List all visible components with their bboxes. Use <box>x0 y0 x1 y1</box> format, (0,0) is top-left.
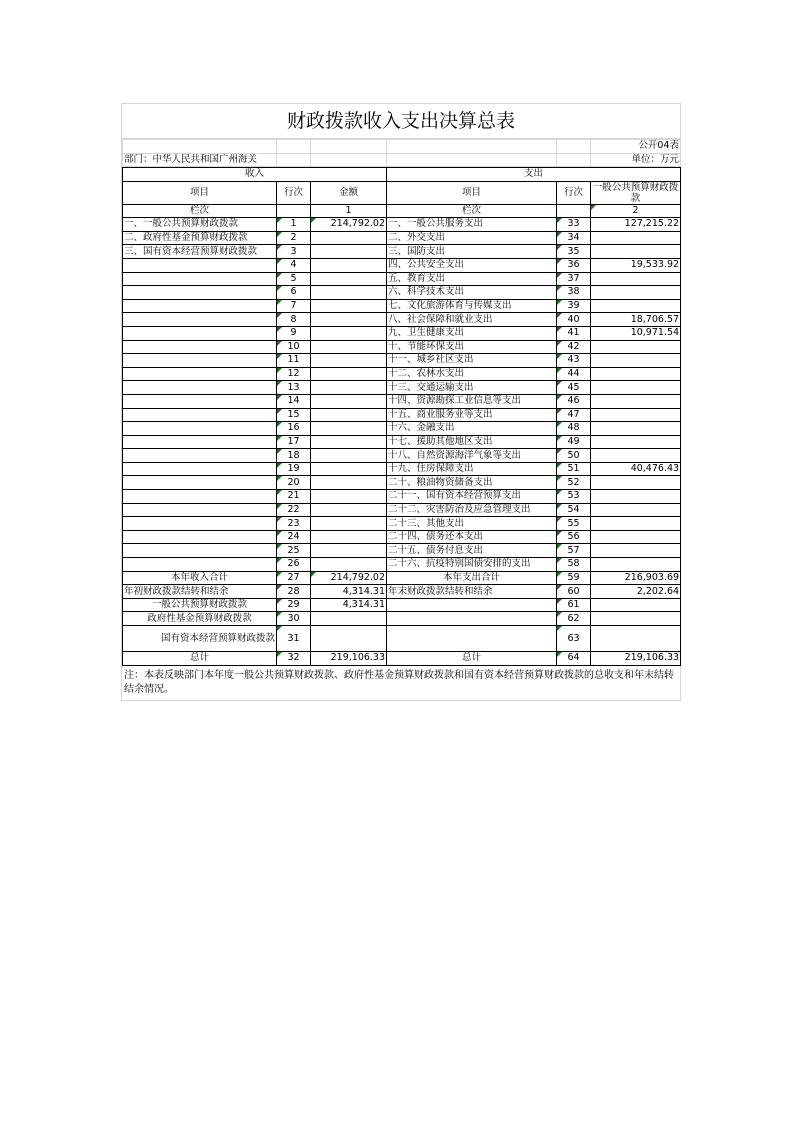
income-row-no: 7 <box>277 299 311 313</box>
income-item: 年初财政拨款结转和结余 <box>123 585 277 599</box>
table-row <box>123 598 681 612</box>
expense-row-no: 49 <box>557 435 591 449</box>
expense-item: 八、社会保障和就业支出 <box>387 313 557 327</box>
income-item <box>123 476 277 490</box>
income-item <box>123 558 277 572</box>
expense-item: 二十四、债务还本支出 <box>387 530 557 544</box>
income-row-no: 11 <box>277 354 311 368</box>
expense-amount: 18,706.57 <box>591 313 681 327</box>
table-row <box>123 558 681 572</box>
expense-row-no: 47 <box>557 408 591 422</box>
income-row-no: 22 <box>277 503 311 517</box>
table-row <box>123 476 681 490</box>
expense-amount <box>591 245 681 259</box>
income-item: 政府性基金预算财政拨款 <box>123 612 277 626</box>
income-header: 收入 <box>123 168 387 182</box>
expense-item: 七、文化旅游体育与传媒支出 <box>387 299 557 313</box>
expense-item: 十五、商业服务业等支出 <box>387 408 557 422</box>
expense-row-no: 42 <box>557 340 591 354</box>
income-row-no: 28 <box>277 585 311 599</box>
table-row <box>123 326 681 340</box>
income-row-no: 3 <box>277 245 311 259</box>
expense-item: 四、公共安全支出 <box>387 258 557 272</box>
income-amount <box>311 286 387 300</box>
expense-item <box>387 612 557 626</box>
expense-row-no: 46 <box>557 394 591 408</box>
expense-amount <box>591 381 681 395</box>
table-row <box>123 286 681 300</box>
income-amount <box>311 326 387 340</box>
expense-row-no: 38 <box>557 286 591 300</box>
table-row <box>123 530 681 544</box>
income-amount <box>311 299 387 313</box>
income-amount <box>311 422 387 436</box>
income-row-no: 15 <box>277 408 311 422</box>
expense-row-no: 36 <box>557 258 591 272</box>
table-row <box>123 626 681 652</box>
income-row-no: 18 <box>277 449 311 463</box>
expense-amount <box>591 340 681 354</box>
income-amount <box>311 435 387 449</box>
expense-row-no: 33 <box>557 218 591 232</box>
expense-amount <box>591 476 681 490</box>
income-item <box>123 299 277 313</box>
expense-item: 二十三、其他支出 <box>387 517 557 531</box>
table-row <box>123 449 681 463</box>
expense-item: 一、一般公共服务支出 <box>387 218 557 232</box>
expense-amount <box>591 517 681 531</box>
income-total-amount: 219,106.33 <box>311 652 387 666</box>
expense-row-no: 44 <box>557 367 591 381</box>
income-row-no: 13 <box>277 381 311 395</box>
col-row-no-expense: 行次 <box>557 181 591 204</box>
expense-item: 五、教育支出 <box>387 272 557 286</box>
col-row-no: 行次 <box>277 181 311 204</box>
expense-amount <box>591 367 681 381</box>
expense-amount <box>591 449 681 463</box>
table-row <box>123 435 681 449</box>
income-amount <box>311 367 387 381</box>
income-amount <box>311 476 387 490</box>
expense-row-no: 63 <box>557 626 591 652</box>
table-row <box>123 490 681 504</box>
table-row <box>123 408 681 422</box>
expense-row-no: 45 <box>557 381 591 395</box>
table-row <box>123 299 681 313</box>
income-row-no: 6 <box>277 286 311 300</box>
expense-item: 十二、农林水支出 <box>387 367 557 381</box>
expense-amount <box>591 612 681 626</box>
unit-label: 单位：万元 <box>591 153 681 167</box>
income-row-no: 26 <box>277 558 311 572</box>
expense-amount <box>591 286 681 300</box>
expense-row-no: 60 <box>557 585 591 599</box>
income-item: 本年收入合计 <box>123 571 277 585</box>
income-item <box>123 530 277 544</box>
table-row <box>123 245 681 259</box>
expense-amount: 127,215.22 <box>591 218 681 232</box>
expense-row-no: 41 <box>557 326 591 340</box>
expense-item: 十九、住房保障支出 <box>387 462 557 476</box>
expense-item: 二十、粮油物资储备支出 <box>387 476 557 490</box>
income-total-label: 总计 <box>123 652 277 666</box>
income-row-no: 12 <box>277 367 311 381</box>
footnote: 注：本表反映部门本年度一般公共预算财政拨款、政府性基金预算财政拨款和国有资本经营预算财政拨款的总收支和年末结转结余情况。 <box>122 666 680 701</box>
expense-row-no: 54 <box>557 503 591 517</box>
expense-item: 十、节能环保支出 <box>387 340 557 354</box>
table-row <box>123 544 681 558</box>
income-amount: 4,314.31 <box>311 598 387 612</box>
table-row <box>123 231 681 245</box>
income-amount <box>311 449 387 463</box>
expense-amount <box>591 490 681 504</box>
expense-total-row-no: 64 <box>557 652 591 666</box>
table-row <box>123 367 681 381</box>
expense-item: 二十六、抗疫特别国债安排的支出 <box>387 558 557 572</box>
table-row <box>123 258 681 272</box>
expense-item: 六、科学技术支出 <box>387 286 557 300</box>
income-item <box>123 272 277 286</box>
expense-amount <box>591 503 681 517</box>
report-title: 财政拨款收入支出决算总表 <box>122 104 680 139</box>
income-row-no: 2 <box>277 231 311 245</box>
expense-amount <box>591 435 681 449</box>
income-item <box>123 490 277 504</box>
income-item <box>123 313 277 327</box>
income-item: 一、一般公共预算财政拨款 <box>123 218 277 232</box>
income-item <box>123 258 277 272</box>
income-amount <box>311 340 387 354</box>
table-row <box>123 218 681 232</box>
expense-amount <box>591 558 681 572</box>
income-row-no: 14 <box>277 394 311 408</box>
income-row-no: 5 <box>277 272 311 286</box>
income-amount <box>311 558 387 572</box>
grand-total-row <box>123 652 681 666</box>
expense-item: 年末财政拨款结转和结余 <box>387 585 557 599</box>
income-amount <box>311 313 387 327</box>
expense-row-no: 57 <box>557 544 591 558</box>
income-amount <box>311 544 387 558</box>
expense-row-no: 50 <box>557 449 591 463</box>
expense-item: 十一、城乡社区支出 <box>387 354 557 368</box>
income-row-no: 21 <box>277 490 311 504</box>
expense-row-no: 53 <box>557 490 591 504</box>
income-amount <box>311 408 387 422</box>
income-item <box>123 340 277 354</box>
expense-item: 二十二、灾害防治及应急管理支出 <box>387 503 557 517</box>
expense-item: 十七、援助其他地区支出 <box>387 435 557 449</box>
col-item-expense: 项目 <box>387 181 557 204</box>
income-amount: 214,792.02 <box>311 571 387 585</box>
income-row-no: 30 <box>277 612 311 626</box>
income-amount <box>311 231 387 245</box>
income-item <box>123 394 277 408</box>
expense-item: 二十五、债务付息支出 <box>387 544 557 558</box>
expense-item: 十四、资源勘探工业信息等支出 <box>387 394 557 408</box>
table-row <box>123 517 681 531</box>
expense-amount <box>591 231 681 245</box>
income-amount <box>311 272 387 286</box>
expense-row-no: 58 <box>557 558 591 572</box>
table-row <box>123 503 681 517</box>
expense-item: 二、外交支出 <box>387 231 557 245</box>
income-row-no: 17 <box>277 435 311 449</box>
income-row-no: 1 <box>277 218 311 232</box>
expense-item: 本年支出合计 <box>387 571 557 585</box>
table-row <box>123 422 681 436</box>
expense-amount <box>591 530 681 544</box>
income-row-no: 16 <box>277 422 311 436</box>
expense-total-amount: 219,106.33 <box>591 652 681 666</box>
income-row-no: 20 <box>277 476 311 490</box>
expense-item: 二十一、国有资本经营预算支出 <box>387 490 557 504</box>
income-amount <box>311 612 387 626</box>
expense-amount <box>591 272 681 286</box>
income-row-no: 24 <box>277 530 311 544</box>
expense-header: 支出 <box>387 168 681 182</box>
income-item <box>123 462 277 476</box>
income-amount <box>311 626 387 652</box>
income-amount <box>311 517 387 531</box>
expense-item: 十六、金融支出 <box>387 422 557 436</box>
income-row-no: 10 <box>277 340 311 354</box>
expense-amount: 10,971.54 <box>591 326 681 340</box>
expense-item <box>387 598 557 612</box>
expense-amount <box>591 299 681 313</box>
income-amount <box>311 258 387 272</box>
income-total-row-no: 32 <box>277 652 311 666</box>
income-item: 一般公共预算财政拨款 <box>123 598 277 612</box>
expense-row-no: 34 <box>557 231 591 245</box>
expense-amount: 2,202.64 <box>591 585 681 599</box>
expense-item: 十八、自然资源海洋气象等支出 <box>387 449 557 463</box>
expense-amount <box>591 408 681 422</box>
expense-amount <box>591 354 681 368</box>
col-index-label-expense: 栏次 <box>387 204 557 218</box>
income-amount <box>311 462 387 476</box>
expense-row-no: 52 <box>557 476 591 490</box>
income-amount: 4,314.31 <box>311 585 387 599</box>
meta-table <box>122 139 681 167</box>
income-row-no: 19 <box>277 462 311 476</box>
income-item <box>123 326 277 340</box>
col-index-label: 栏次 <box>123 204 277 218</box>
income-item <box>123 286 277 300</box>
income-item <box>123 503 277 517</box>
expense-amount: 40,476.43 <box>591 462 681 476</box>
col-index-amount: 1 <box>311 204 387 218</box>
income-row-no: 27 <box>277 571 311 585</box>
income-item: 三、国有资本经营预算财政拨款 <box>123 245 277 259</box>
income-item <box>123 517 277 531</box>
income-amount <box>311 490 387 504</box>
expense-row-no: 43 <box>557 354 591 368</box>
table-row <box>123 313 681 327</box>
expense-row-no: 61 <box>557 598 591 612</box>
table-row <box>123 340 681 354</box>
expense-row-no: 51 <box>557 462 591 476</box>
expense-row-no: 59 <box>557 571 591 585</box>
department-label: 部门：中华人民共和国广州海关 <box>123 153 277 167</box>
expense-total-label: 总计 <box>387 652 557 666</box>
table-row <box>123 571 681 585</box>
income-row-no: 29 <box>277 598 311 612</box>
income-row-no: 8 <box>277 313 311 327</box>
expense-item <box>387 626 557 652</box>
expense-item: 九、卫生健康支出 <box>387 326 557 340</box>
expense-row-no: 48 <box>557 422 591 436</box>
expense-amount: 216,903.69 <box>591 571 681 585</box>
expense-row-no: 39 <box>557 299 591 313</box>
income-item: 二、政府性基金预算财政拨款 <box>123 231 277 245</box>
income-row-no: 31 <box>277 626 311 652</box>
income-row-no: 25 <box>277 544 311 558</box>
col-index-general: 2 <box>591 204 681 218</box>
income-item <box>123 544 277 558</box>
form-code: 公开04表 <box>591 140 681 154</box>
expense-amount: 19,533.92 <box>591 258 681 272</box>
income-row-no: 4 <box>277 258 311 272</box>
expense-amount <box>591 394 681 408</box>
income-amount <box>311 530 387 544</box>
expense-amount <box>591 422 681 436</box>
expense-row-no: 35 <box>557 245 591 259</box>
income-item <box>123 367 277 381</box>
expense-amount <box>591 598 681 612</box>
col-item: 项目 <box>123 181 277 204</box>
income-amount <box>311 354 387 368</box>
budget-table <box>122 167 681 666</box>
table-row <box>123 462 681 476</box>
income-amount: 214,792.02 <box>311 218 387 232</box>
expense-row-no: 37 <box>557 272 591 286</box>
expense-row-no: 56 <box>557 530 591 544</box>
expense-row-no: 55 <box>557 517 591 531</box>
income-item <box>123 381 277 395</box>
table-row <box>123 272 681 286</box>
income-item <box>123 354 277 368</box>
income-row-no: 9 <box>277 326 311 340</box>
table-row <box>123 612 681 626</box>
income-item <box>123 449 277 463</box>
expense-item: 十三、交通运输支出 <box>387 381 557 395</box>
report-sheet <box>121 103 681 701</box>
table-row <box>123 394 681 408</box>
table-row <box>123 381 681 395</box>
income-amount <box>311 381 387 395</box>
income-amount <box>311 245 387 259</box>
expense-item: 三、国防支出 <box>387 245 557 259</box>
col-general-budget: 一般公共预算财政拨款 <box>591 181 681 204</box>
income-row-no: 23 <box>277 517 311 531</box>
table-row <box>123 354 681 368</box>
expense-row-no: 62 <box>557 612 591 626</box>
income-item: 国有资本经营预算财政拨款 <box>123 626 277 652</box>
expense-amount <box>591 626 681 652</box>
income-item <box>123 435 277 449</box>
table-row <box>123 585 681 599</box>
income-item <box>123 408 277 422</box>
income-item <box>123 422 277 436</box>
expense-amount <box>591 544 681 558</box>
income-amount <box>311 503 387 517</box>
income-amount <box>311 394 387 408</box>
col-amount: 金额 <box>311 181 387 204</box>
expense-row-no: 40 <box>557 313 591 327</box>
